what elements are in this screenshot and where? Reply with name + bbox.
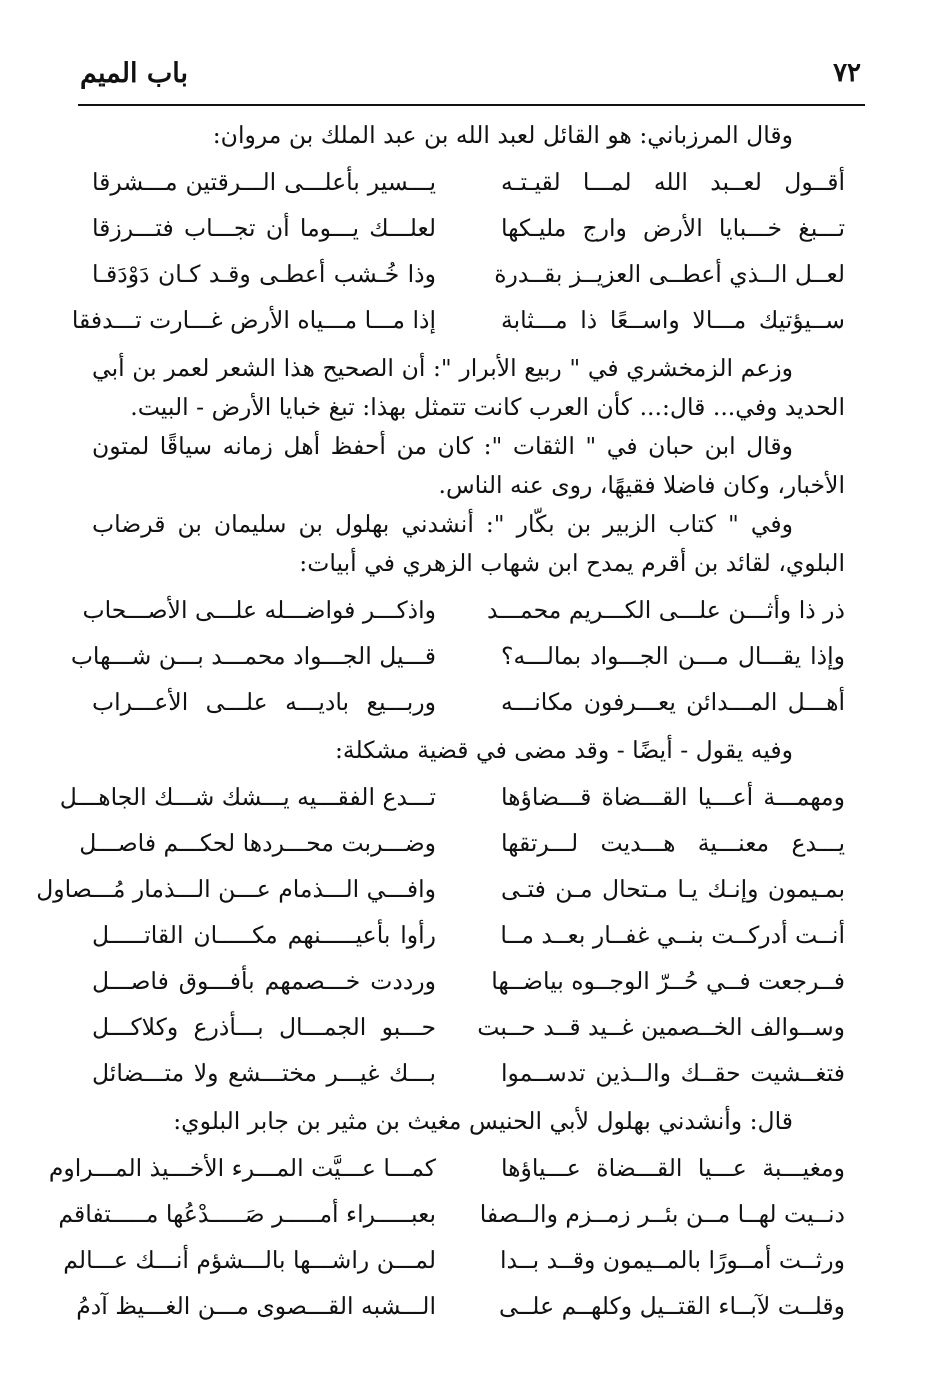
page-body (36, 116, 845, 1329)
page-number: ٧٢ (833, 58, 861, 88)
verse-first-hemistich: وســوالف الخــصمين غــيد قــد حــبت (477, 1013, 845, 1041)
verse-second-hemistich: كمـــا عـــيَّت المـــرء الأخـــيذ المـــراوم (48, 1154, 436, 1182)
verse-second-hemistich: حـــبو الجمـــال بـــأذرع وكلاكـــل (92, 1013, 436, 1041)
prose-paragraph (92, 1102, 845, 1141)
verse-first-hemistich: فتغــشيت حقــك والــذين تدســموا (501, 1059, 845, 1087)
verse-first-hemistich: بمـيمون وإنـك يـا مـتحال مـن فتـى (501, 875, 845, 903)
verse-line (79, 820, 845, 866)
prose-line: وفي... قال:... كأن العرب كانت تتمثل بهذا: تبغ خبايا الأرض - البيت. (130, 393, 778, 421)
verse-line (71, 297, 845, 343)
verse-first-hemistich: فــرجعت فــي حُــرّ الوجــوه بياضــها (491, 967, 845, 995)
verse-first-hemistich: لعــل الــذي أعطــى العزيــز بقــدرة (494, 260, 845, 288)
verse-second-hemistich: قـــيل الجـــواد محمـــد بـــن شـــهاب (70, 642, 436, 670)
verse-second-hemistich: يـــسير بأعلـــى الـــرقتين مـــشرقا (92, 168, 436, 196)
verse-second-hemistich: واذكـــر فواضـــله علـــى الأصـــحاب (82, 596, 436, 624)
verse-line (92, 679, 845, 725)
verse-first-hemistich: ومهمـــة أعـــيا القـــضاة قـــضاؤها (501, 783, 845, 811)
verse-first-hemistich: تـــبغ خـــبايا الأرض وارج مليـكها (501, 214, 845, 242)
verse-line (59, 774, 845, 820)
verse-second-hemistich: لعلـــك يـــوما أن تجـــاب فتـــرزقا (92, 214, 436, 242)
verse-second-hemistich: وافـــي الـــذمام عـــن الـــذمار مُـــصاول (36, 875, 436, 903)
verse-first-hemistich: يـــدع معنـــية هـــديت لـــرتقها (501, 829, 845, 857)
prose-paragraph (92, 505, 845, 583)
verse-first-hemistich: وقلــت لآبــاء القتــيل وكلهــم علــى (498, 1292, 845, 1320)
verse-first-hemistich: ســيؤتيك مـــالا واســعًا ذا مـــثابة (501, 306, 845, 334)
prose-line: وقال ابن حبان في " الثقات ": كان من أحفظ أهل زمانه سياقًا لمتون الأخبار، (92, 432, 845, 499)
verse-first-hemistich: أهـــل المـــدائن يعـــرفون مكانـــه (501, 688, 845, 716)
verse-line (92, 1050, 845, 1096)
verse-first-hemistich: ورثــت أمــورًا بالمــيمون وقــد بــدا (499, 1246, 845, 1274)
verse-second-hemistich: رأوا بأعيـــــنهم مكـــــان القاتـــــل (92, 921, 436, 949)
verse-line (63, 1237, 845, 1283)
header-rule (78, 104, 865, 106)
prose-paragraph (92, 427, 845, 505)
prose-line: وكان فاضلا فقيهًا، روى عنه الناس. (438, 471, 770, 499)
verse-second-hemistich: وضـــربت محـــردها لحكـــم فاصـــل (79, 829, 436, 857)
verse-line (92, 912, 845, 958)
verse-line (92, 1004, 845, 1050)
verse-line (92, 958, 845, 1004)
page-header (78, 58, 865, 98)
verse-line (70, 633, 845, 679)
prose-paragraph (92, 116, 845, 155)
verse-line (76, 1283, 845, 1329)
verse-first-hemistich: أنــت أدركــت بنــي غفــار بعــد مــا (500, 921, 845, 949)
prose-line: قال: وأنشدني بهلول لأبي الحنيس مغيث بن مثير بن جابر البلوي: (173, 1107, 793, 1135)
verse-first-hemistich: أقــول لعــبد الله لمـــا لقيـتـه (501, 168, 845, 196)
verse-first-hemistich: دنــيت لهــا مــن بئــر زمــزم والــصفا (479, 1200, 845, 1228)
verse-second-hemistich: وذا خُـشب أعطـى وقـد كـان دَوْدَقـا (92, 260, 436, 288)
verse-second-hemistich: بعبـــــراء أمـــــر صَـــــدْعُها مـــــتفاقم (58, 1200, 436, 1228)
verse-line (92, 205, 845, 251)
verse-second-hemistich: ورددت خـــصمهم بأفـــوق فاصـــل (92, 967, 436, 995)
verse-line (92, 251, 845, 297)
verse-line (36, 866, 845, 912)
prose-paragraph (92, 731, 845, 770)
prose-line: وفي " كتاب الزبير بن بكّار ": أنشدني بهلول بن سليمان بن قرضاب البلوي، (92, 510, 845, 577)
prose-line: وزعم الزمخشري في " ربيع الأبرار ": أن الصحيح هذا الشعر لعمر بن أبي الحديد (92, 354, 845, 421)
verse-second-hemistich: لمـــن راشـــها بالـــشؤم أنـــك عـــالم (63, 1246, 436, 1274)
prose-line: وفيه يقول - أيضًا - وقد مضى في قضية مشكلة: (334, 736, 793, 764)
verse-second-hemistich: إذا مـــا مـــياه الأرض غـــارت تـــدفقا (71, 306, 436, 334)
running-title: باب الميم (80, 58, 189, 89)
verse-line (82, 587, 845, 633)
verse-first-hemistich: ذر ذا وأثـــن علـــى الكـــريم محمـــد (487, 596, 845, 624)
prose-line: وقال المرزباني: هو القائل لعبد الله بن عبد الملك بن مروان: (212, 121, 793, 149)
verse-first-hemistich: وإذا يقـــال مـــن الجـــواد بمالـــه؟ (501, 642, 845, 670)
verse-line (92, 159, 845, 205)
verse-second-hemistich: بـــك غيـــر مختـــشع ولا متـــضائل (92, 1059, 436, 1087)
prose-paragraph (92, 349, 845, 427)
verse-second-hemistich: وربـــيع باديـــه علـــى الأعـــراب (92, 688, 436, 716)
verse-line (58, 1191, 845, 1237)
verse-second-hemistich: الـــشبه القـــصوى مـــن الغـــيظ آدمُ (76, 1292, 436, 1320)
verse-second-hemistich: تـــدع الفقـــيه يـــشك شـــك الجاهـــل (59, 783, 436, 811)
verse-line (48, 1145, 845, 1191)
prose-line: لقائد بن أقرم يمدح ابن شهاب الزهري في أبيات: (299, 549, 771, 577)
verse-first-hemistich: ومغيـــبة عـــيا القـــضاة عـــياؤها (501, 1154, 845, 1182)
